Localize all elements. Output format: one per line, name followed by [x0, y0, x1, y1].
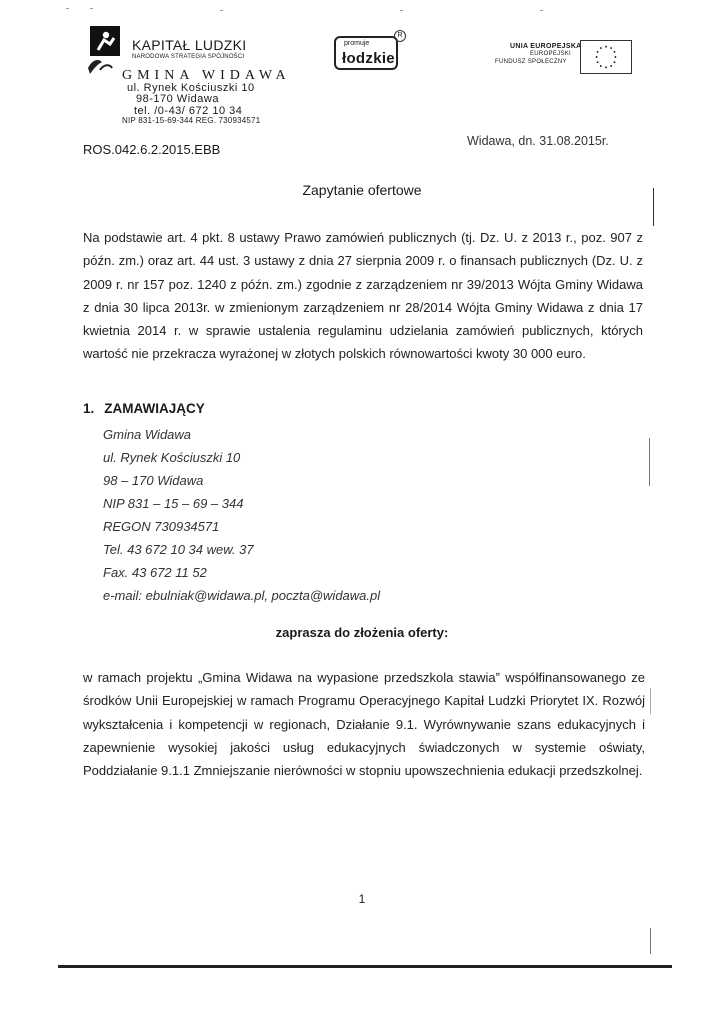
page-number: 1 [358, 892, 366, 906]
contact-line: Fax. 43 672 11 52 [103, 565, 207, 580]
stamp-address-street: ul. Rynek Kościuszki 10 [127, 82, 255, 94]
lodzkie-logo [334, 36, 398, 70]
scan-dot [90, 8, 93, 9]
contact-email-line: e-mail: ebulniak@widawa.pl, poczta@widawa.pl [103, 588, 381, 603]
scan-mark [650, 928, 651, 954]
stamp-address-city: 98-170 Widawa [136, 93, 219, 105]
lodzkie-small-text: promuje [344, 40, 370, 47]
contact-line: 98 – 170 Widawa [103, 473, 204, 488]
lodzkie-big-text: łodzkie [342, 50, 395, 67]
kapital-ludzki-subtitle: NARODOWA STRATEGIA SPÓJNOŚCI [132, 54, 245, 60]
scan-dot [66, 8, 69, 9]
contact-line: ul. Rynek Kościuszki 10 [103, 450, 241, 465]
intro-paragraph: Na podstawie art. 4 pkt. 8 ustawy Prawo zamówień publicznych (tj. Dz. U. z 2013 r., poz. 907 z późn. zm.) oraz art. 44 ust. 3 ustawy z dnia 27 sierpnia 2009 r. o finansach publicznych (Dz. U. z 2009 r. nr 157 poz. 1240 z późn. zm.) zgodnie z zarządzeniem nr 39/2013 Wójta Gminy Widawa z dnia 30 lipca 2013r. w zmienionym zarządzeniem nr 28/2014 Wójta Gminy Widawa z dnia 17 kwietnia 2014 r. w sprawie ustalenia regulaminu udzielania zamówień publicznych, których wartość nie przekracza wyrażonej w złotych polskich równowartości kwoty 30 000 euro. [83, 230, 643, 362]
contact-line: REGON 730934571 [103, 519, 220, 534]
eu-line-1: UNIA EUROPEJSKA [510, 43, 582, 50]
scan-dot [540, 10, 543, 11]
eu-flag-icon [580, 40, 632, 74]
contact-line: Gmina Widawa [103, 427, 192, 442]
reference-number: ROS.042.6.2.2015.EBB [83, 142, 221, 157]
section-number: 1. [83, 401, 95, 416]
document-date: Widawa, dn. 31.08.2015r. [467, 134, 609, 148]
stamp-nip-regon: NIP 831-15-69-344 REG. 730934571 [122, 116, 261, 125]
scan-mark [653, 188, 654, 226]
scan-dot [220, 10, 223, 11]
contact-line: NIP 831 – 15 – 69 – 344 [103, 496, 244, 511]
kapital-ludzki-logo [84, 24, 124, 76]
stamp-phone: tel. /0-43/ 672 10 34 [134, 105, 243, 117]
kapital-ludzki-title: KAPITAŁ LUDZKI [132, 37, 247, 53]
contact-line: Tel. 43 672 10 34 wew. 37 [103, 542, 254, 557]
gmina-name: GMINA WIDAWA [122, 68, 291, 83]
project-paragraph: w ramach projektu „Gmina Widawa na wypasione przedszkola stawia” współfinansowanego ze środków Unii Europejskiej w ramach Programu Operacyjnego Kapitał Ludzki Priorytet IX. Rozwój wykształcenia i kompetencji w regionach, Działanie 9.1. Wyrównywanie szans edukacyjnych i zapewnienie wysokiej jakości usług edukacyjnych świadczonych w systemie oświaty, Poddziałanie 9.1.1 Zmniejszanie nierówności w stopniu upowszechnienia edukacji przedszkolnej. [83, 670, 645, 779]
page-bottom-line [58, 965, 672, 968]
section-title: ZAMAWIAJĄCY [104, 401, 205, 416]
registered-mark-icon: R [394, 30, 406, 42]
eu-line-3: FUNDUSZ SPOŁECZNY [495, 59, 567, 65]
scan-mark [649, 438, 650, 486]
scan-dot [400, 10, 403, 11]
document-title: Zapytanie ofertowe [302, 182, 422, 198]
scan-mark [650, 688, 651, 714]
section-heading-zamawiajacy [83, 401, 205, 416]
eu-line-2: EUROPEJSKI [530, 51, 572, 57]
invitation-heading: zaprasza do złożenia oferty: [275, 625, 449, 640]
